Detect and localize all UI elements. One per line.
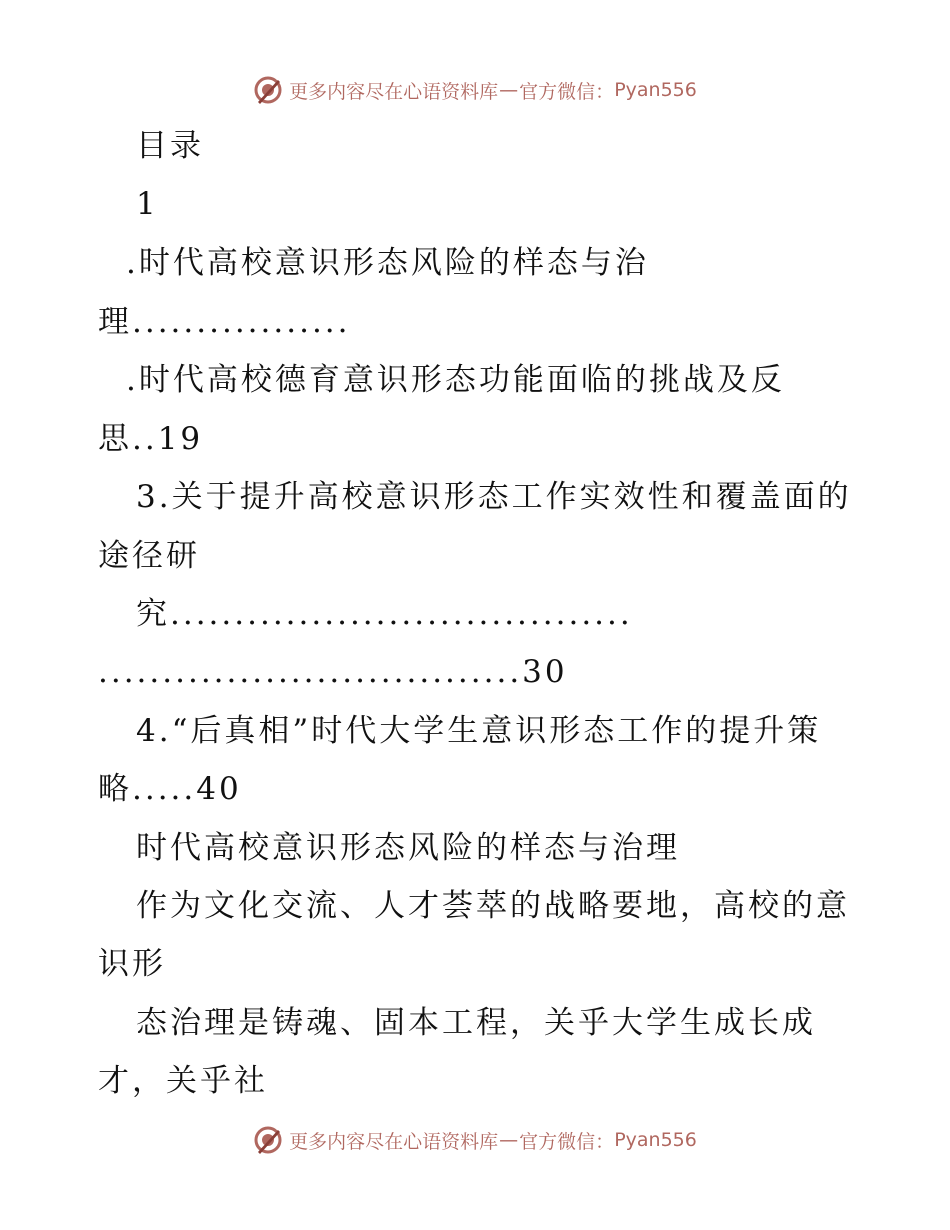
toc-item-4-cont: 略.....40 xyxy=(98,771,242,807)
watermark-header xyxy=(0,72,950,108)
toc-number: 1 xyxy=(136,186,159,222)
toc-item-2: .时代高校德育意识形态功能面临的挑战及反 xyxy=(126,362,785,398)
pen-logo-icon xyxy=(253,75,283,105)
toc-item-3-cont: 途径研 xyxy=(98,538,200,574)
watermark-label: 官方微信： xyxy=(519,1130,615,1153)
watermark-label: 官方微信： xyxy=(519,80,615,103)
toc-title: 目录 xyxy=(136,128,204,164)
paragraph-1-cont: 识形 xyxy=(98,946,166,982)
pen-logo-icon xyxy=(253,1125,283,1155)
watermark-text: 更多内容尽在心语资料库 xyxy=(289,80,499,103)
paragraph-2-cont: 才，关乎社 xyxy=(98,1063,268,1099)
toc-item-3-cont3: .................................30 xyxy=(98,654,568,690)
watermark-footer xyxy=(0,1122,950,1158)
watermark-id: Pyan556 xyxy=(614,79,697,101)
paragraph-2: 态治理是铸魂、固本工程，关乎大学生成长成 xyxy=(136,1005,816,1041)
article-title: 时代高校意识形态风险的样态与治理 xyxy=(136,830,680,866)
toc-item-1-cont: 理................. xyxy=(98,304,351,340)
watermark-text: 更多内容尽在心语资料库 xyxy=(289,1130,499,1153)
watermark-dash: — xyxy=(499,1129,519,1151)
toc-item-1: .时代高校意识形态风险的样态与治 xyxy=(126,245,649,281)
watermark-id: Pyan556 xyxy=(614,1129,697,1151)
toc-item-3: 3.关于提升高校意识形态工作实效性和覆盖面的 xyxy=(136,479,852,515)
watermark-dash: — xyxy=(499,79,519,101)
toc-item-3-cont2: 究.................................... xyxy=(136,596,633,632)
toc-item-2-cont: 思..19 xyxy=(98,421,204,457)
toc-item-4: 4.“后真相”时代大学生意识形态工作的提升策 xyxy=(136,713,822,749)
paragraph-1: 作为文化交流、人才荟萃的战略要地，高校的意 xyxy=(136,888,850,924)
